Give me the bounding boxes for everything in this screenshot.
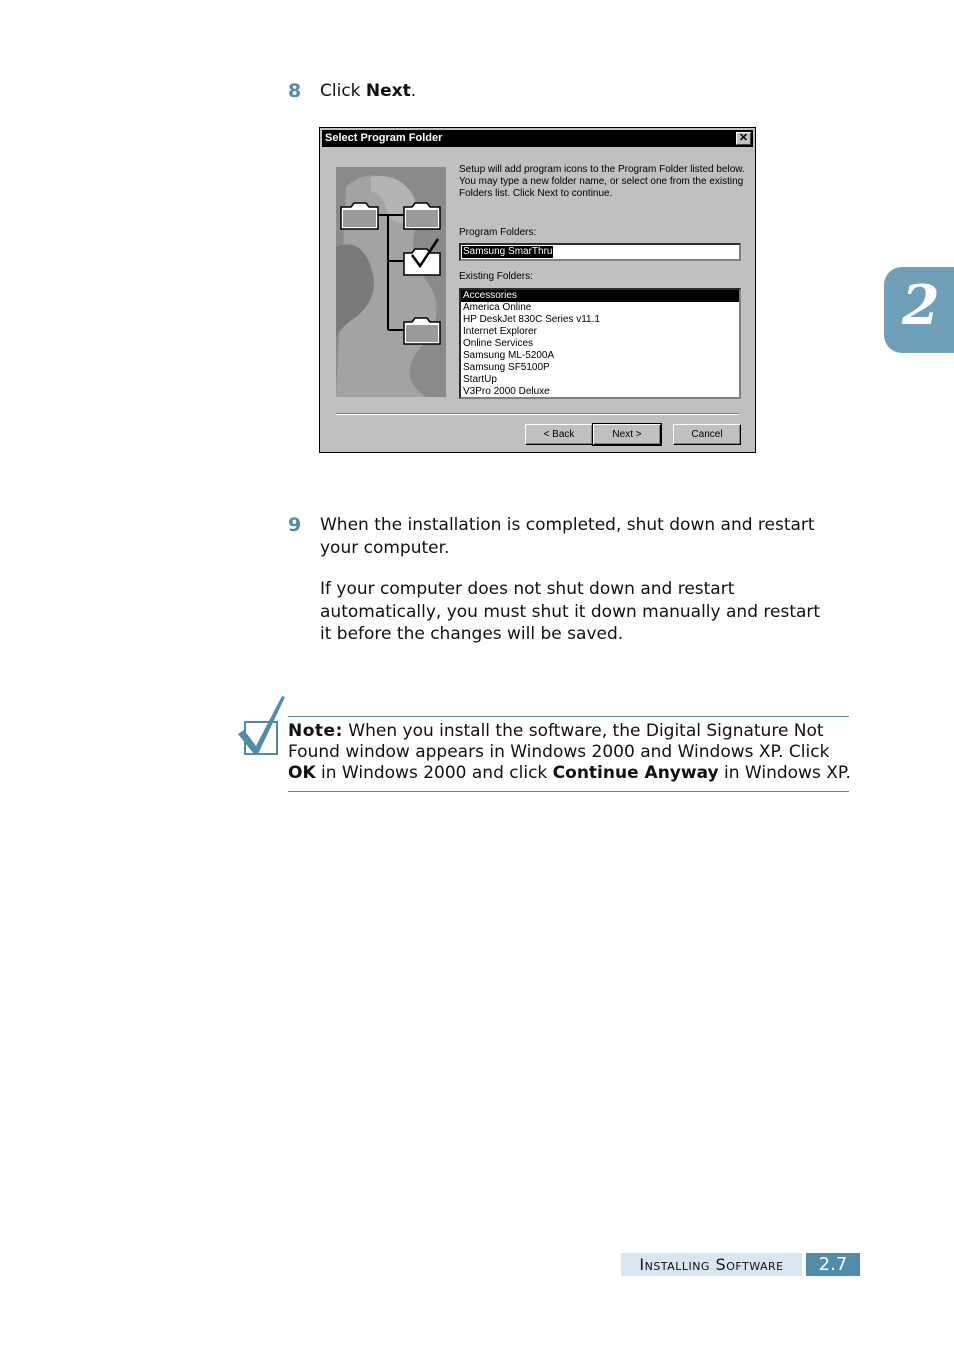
step-9-text [320,514,815,560]
step-8-bold: Next [365,81,411,101]
list-item[interactable]: Samsung ML-5200A [463,350,555,361]
step-number-8: 8 [288,80,302,102]
dialog-description [459,164,745,200]
step-9-para2-line-1: If your computer does not shut down and restart [320,579,735,599]
note-line-2: Found window appears in Windows 2000 and Windows XP. Click [288,742,830,762]
note-continue-anyway: Continue Anyway [552,763,719,783]
step-8-prefix: Click [320,81,366,101]
checkmark-note-icon [236,694,288,756]
list-item[interactable]: Samsung SF5100P [463,362,550,373]
close-icon[interactable]: ✕ [736,132,751,145]
select-program-folder-dialog [319,127,756,453]
note-line-1: When you install the software, the Digital Signature Not [348,721,824,741]
note-line-3-mid: in Windows 2000 and click [315,763,553,783]
description-line-3: Folders list. Click Next to continue. [459,188,613,199]
footer-page-number: 2.7 [806,1253,860,1276]
step-9-line-1: When the installation is completed, shut down and restart [320,515,815,535]
cancel-button[interactable]: Cancel [673,424,741,445]
step-9-para2-line-3: it before the changes will be saved. [320,624,624,644]
dialog-separator [336,413,739,415]
program-folder-value: Samsung SmarThru [463,246,553,257]
step-8-text [320,80,416,103]
step-9-para2-line-2: automatically, you must shut it down manually and restart [320,601,821,622]
note-bottom-rule [288,791,849,792]
next-button[interactable]: Next > [593,424,661,445]
program-folders-label: Program Folders: [459,227,537,238]
list-item[interactable]: HP DeskJet 830C Series v11.1 [463,314,600,325]
list-item[interactable]: V3Pro 2000 Deluxe [463,386,550,397]
list-item[interactable]: StartUp [463,374,497,385]
step-number-9: 9 [288,514,302,536]
step-9-line-2: your computer. [320,538,450,558]
note-ok: OK [288,763,316,783]
note-label: Note: [288,721,343,741]
note-top-rule [288,716,849,717]
list-item[interactable]: America Online [463,302,532,313]
step-8-suffix: . [410,81,417,101]
note-line-3-end: in Windows XP. [718,763,851,783]
description-line-2: You may type a new folder name, or select one from the existing [459,176,744,187]
chapter-number: 2 [902,273,940,337]
dialog-title: Select Program Folder [325,132,443,144]
program-folder-input[interactable] [459,243,741,261]
step-9-paragraph-2 [320,578,820,646]
list-item[interactable]: Internet Explorer [463,326,537,337]
existing-folders-list[interactable] [459,288,741,399]
existing-folders-label: Existing Folders: [459,271,533,282]
chapter-tab [884,267,954,353]
description-line-1: Setup will add program icons to the Program Folder listed below. [459,164,745,175]
dialog-titlebar [322,130,753,147]
back-button[interactable]: < Back [525,424,593,445]
footer-section-title: Installing Software [621,1253,802,1276]
note-body [288,721,853,784]
list-item[interactable]: Online Services [463,338,534,349]
folder-illustration [336,167,446,397]
list-item[interactable]: Accessories [461,290,739,302]
folder-tree-icon [336,167,446,397]
